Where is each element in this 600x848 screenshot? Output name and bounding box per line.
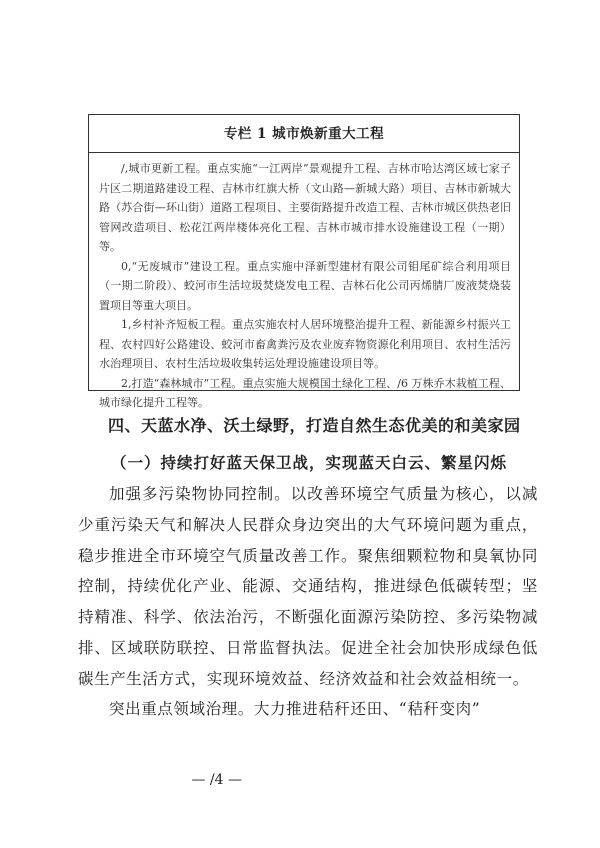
page-number: — /4 — [191,772,242,788]
body-paragraph: 突出重点领域治理。大力推进秸秆还田、“秸秆变肉” [109,700,481,718]
feature-box [88,114,520,409]
section-heading: 四、天蓝水净、沃土绿野，打造自然生态优美的和美家园 [108,416,521,435]
box-item: /,城市更新工程。重点实施“一江两岸”景观提升工程、吉林市哈达湾区域七家子片区二期道路建设工程、吉林市红旗大桥（文山路—新城大路）项目、吉林市新城大路（苏合街—环山街）道路工程项目、主要街路提升改造工程、吉林市城区供热老旧管网改造项目、松花江两岸楼体亮化工程、吉林市城市排水设施建设工程（一期）等。 [99,162,511,253]
box-title: 专栏 1 城市焕新重大工程 [89,115,519,153]
body-paragraph: 加强多污染物协同控制。以改善环境空气质量为核心，以减少重污染天气和解决人民群众身边突出的大气环境问题为重点，稳步推进全市环境空气质量改善工作。聚焦细颗粒物和臭氧协同控制，持续优化产业、能源、交通结构，推进绿色低碳转型；坚持精准、科学、依法治污，不断强化面源污染防控、多污染物减排、区域联防联控、日常监督执法。促进全社会加快形成绿色低碳生产生活方式，实现环境效益、经济效益和社会效益相统一。 [78,485,538,688]
sub-heading: （一）持续打好蓝天保卫战，实现蓝天白云、繁星闪烁 [111,453,508,472]
box-body [99,159,511,413]
box-item: 1,乡村补齐短板工程。重点实施农村人居环境整治提升工程、新能源乡村振兴工程、农村四好公路建设、蛟河市畜禽粪污及农业废弃物资源化利用项目、农村生活污水治理项目、农村生活垃圾收集转运处理设施建设项目等。 [99,318,511,370]
box-item: 2,打造“森林城市”工程。重点实施大规模国土绿化工程、/6 万株乔木栽植工程、城市绿化提升工程等。 [99,376,511,409]
box-item: 0,“无废城市”建设工程。重点实施中泽新型建材有限公司钼尾矿综合利用项目（一期二阶段）、蛟河市生活垃圾焚烧发电工程、吉林石化公司丙烯腈厂废液焚烧装置项目等重大项目。 [99,259,511,312]
